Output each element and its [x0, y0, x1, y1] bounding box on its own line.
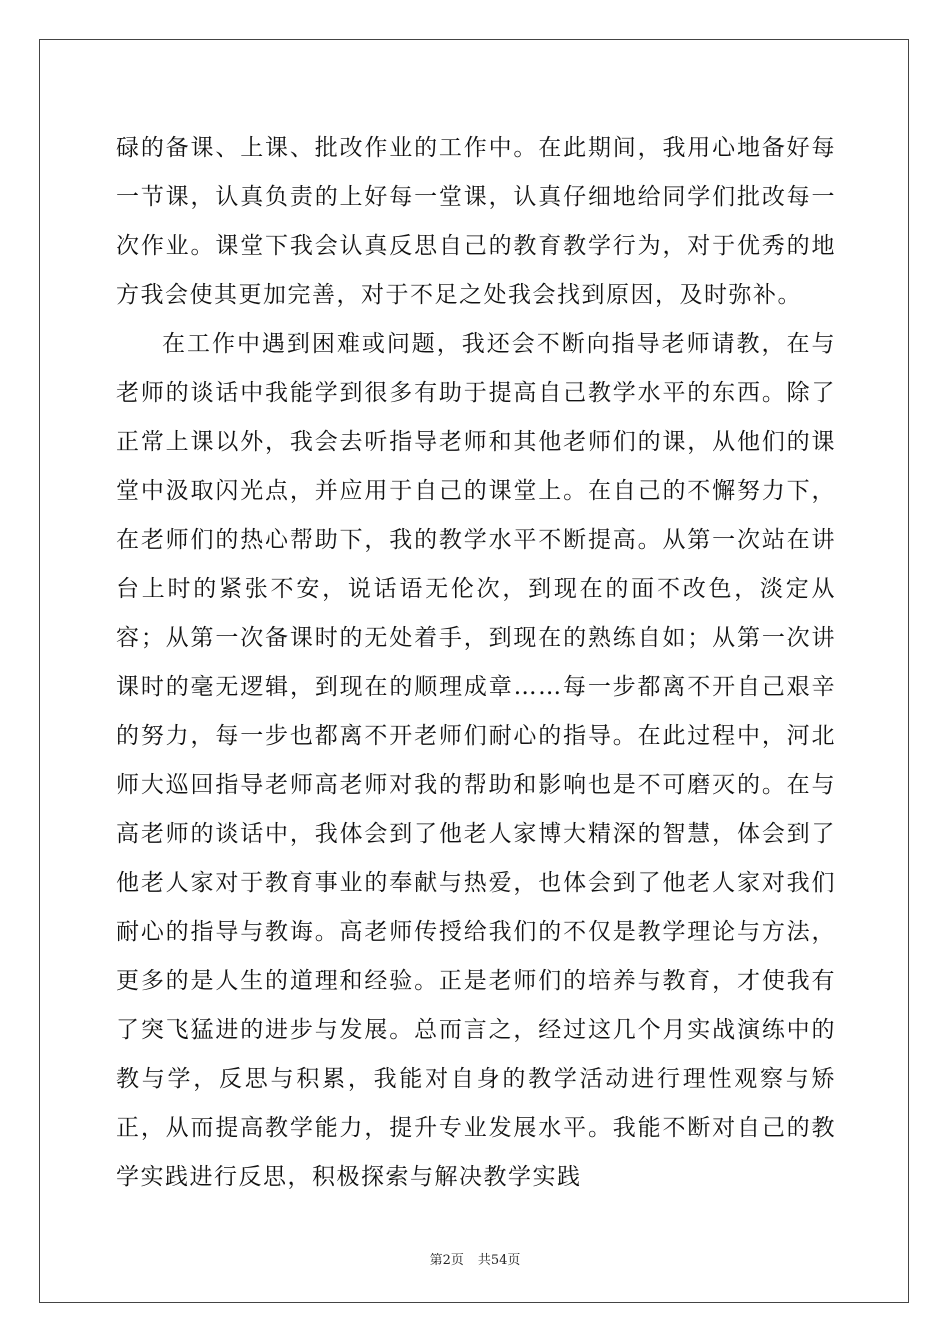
page-footer [0, 1249, 950, 1268]
paragraph-1: 碌的备课、上课、批改作业的工作中。在此期间，我用心地备好每一节课，认真负责的上好每一堂课，认真仔细地给同学们批改每一次作业。课堂下我会认真反思自己的教育教学行为，对于优秀的地方我会使其更加完善，对于不足之处我会找到原因，及时弥补。 [116, 135, 836, 308]
paragraph-2: 在工作中遇到困难或问题，我还会不断向指导老师请教，在与老师的谈话中我能学到很多有助于提高自己教学水平的东西。除了正常上课以外，我会去听指导老师和其他老师们的课，从他们的课堂中汲取闪光点，并应用于自己的课堂上。在自己的不懈努力下，在老师们的热心帮助下，我的教学水平不断提高。从第一次站在讲台上时的紧张不安，说话语无伦次，到现在的面不改色，淡定从容；从第一次备课时的无处着手，到现在的熟练自如；从第一次讲课时的毫无逻辑，到现在的顺理成章……每一步都离不开自己艰辛的努力，每一步也都离不开老师们耐心的指导。在此过程中，河北师大巡回指导老师高老师对我的帮助和影响也是不可磨灭的。在与高老师的谈话中，我体会到了他老人家博大精深的智慧，体会到了他老人家对于教育事业的奉献与热爱，也体会到了他老人家对我们耐心的指导与教诲。高老师传授给我们的不仅是教学理论与方法，更多的是人生的道理和经验。正是老师们的培养与教育，才使我有了突飞猛进的进步与发展。总而言之，经过这几个月实战演练中的教与学，反思与积累，我能对自身的教学活动进行理性观察与矫正，从而提高教学能力，提升专业发展水平。我能不断对自己的教学实践进行反思，积极探索与解决教学实践 [116, 331, 836, 1190]
page-total: 共54页 [477, 1253, 521, 1268]
document-body [116, 124, 836, 1202]
page-number: 第2页 [429, 1253, 464, 1268]
